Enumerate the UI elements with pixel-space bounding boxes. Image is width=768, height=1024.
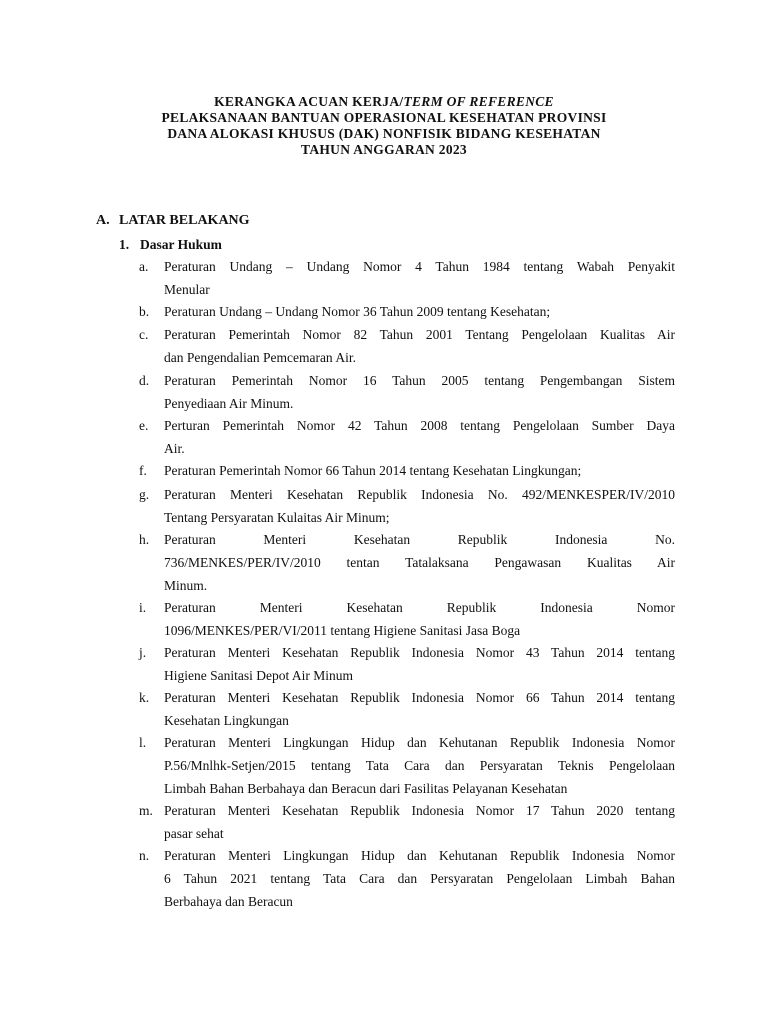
doc-title-italic: TERM OF REFERENCE bbox=[403, 94, 554, 109]
doc-title-line-3: DANA ALOKASI KHUSUS (DAK) NONFISIK BIDANG KESEHATAN bbox=[167, 126, 601, 141]
list-item-line: Peraturan Menteri Kesehatan Republik Indonesia Nomor 17 Tahun 2020 tentang bbox=[164, 803, 675, 818]
list-item-marker: c. bbox=[139, 327, 149, 342]
list-item-line: Berbahaya dan Beracun bbox=[164, 893, 293, 909]
subsection-1-title: Dasar Hukum bbox=[140, 237, 222, 252]
doc-title-line-2: PELAKSANAAN BANTUAN OPERASIONAL KESEHATAN PROVINSI bbox=[161, 110, 607, 125]
list-item-line: Peraturan Menteri Kesehatan Republik Indonesia No. bbox=[164, 532, 675, 547]
section-a-marker: A. bbox=[96, 213, 110, 228]
list-item bbox=[164, 370, 675, 416]
list-item-line: Peraturan Undang – Undang Nomor 4 Tahun 1984 tentang Wabah Penyakit bbox=[164, 259, 675, 274]
list-item-line: Higiene Sanitasi Depot Air Minum bbox=[164, 667, 353, 683]
list-item-line: Kesehatan Lingkungan bbox=[164, 712, 289, 728]
list-item-line: dan Pengendalian Pemcemaran Air. bbox=[164, 349, 356, 365]
list-item bbox=[164, 529, 675, 597]
list-item-line: Peraturan Menteri Kesehatan Republik Indonesia Nomor 66 Tahun 2014 tentang bbox=[164, 690, 675, 705]
subsection-1-marker: 1. bbox=[119, 237, 130, 252]
list-item-line: 1096/MENKES/PER/VI/2011 tentang Higiene Sanitasi Jasa Boga bbox=[164, 622, 521, 638]
doc-title-line-1 bbox=[0, 94, 768, 110]
doc-title-line-4: TAHUN ANGGARAN 2023 bbox=[301, 142, 467, 157]
list-item-line: Peraturan Menteri Kesehatan Republik Indonesia No. 492/MENKESPER/IV/2010 bbox=[164, 487, 675, 502]
list-item-line: pasar sehat bbox=[164, 825, 224, 841]
list-item-marker: l. bbox=[139, 735, 147, 750]
doc-title-main: KERANGKA ACUAN KERJA/ bbox=[214, 94, 404, 109]
list-item-marker: g. bbox=[139, 487, 150, 502]
list-item-line: 736/MENKES/PER/IV/2010 tentan Tatalaksana Pengawasan Kualitas Air bbox=[164, 554, 675, 570]
list-item-marker: n. bbox=[139, 848, 150, 863]
list-item-line: Limbah Bahan Berbahaya dan Beracun dari Fasilitas Pelayanan Kesehatan bbox=[164, 780, 568, 796]
list-item-marker: j. bbox=[139, 645, 147, 660]
list-item bbox=[164, 415, 675, 461]
list-item-marker: m. bbox=[139, 803, 153, 818]
list-item-marker: h. bbox=[139, 532, 150, 547]
list-item-marker: e. bbox=[139, 418, 149, 433]
list-item-marker: b. bbox=[139, 304, 150, 319]
list-item-line: Peraturan Pemerintah Nomor 82 Tahun 2001 Tentang Pengelolaan Kualitas Air bbox=[164, 327, 675, 342]
list-item-line: Peraturan Menteri Kesehatan Republik Indonesia Nomor bbox=[164, 600, 675, 615]
list-item-line: 6 Tahun 2021 tentang Tata Cara dan Persyaratan Pengelolaan Limbah Bahan bbox=[164, 870, 675, 886]
list-item-line: Peraturan Undang – Undang Nomor 36 Tahun 2009 tentang Kesehatan; bbox=[164, 304, 551, 319]
list-item bbox=[164, 256, 675, 302]
list-item bbox=[164, 484, 675, 530]
list-item bbox=[164, 460, 675, 483]
list-item bbox=[164, 732, 675, 800]
list-item-marker: f. bbox=[139, 463, 147, 478]
list-item-marker: k. bbox=[139, 690, 150, 705]
list-item-line: Peraturan Menteri Lingkungan Hidup dan Kehutanan Republik Indonesia Nomor bbox=[164, 848, 675, 863]
list-item bbox=[164, 324, 675, 370]
list-item-marker: i. bbox=[139, 600, 147, 615]
list-item-line: Peraturan Pemerintah Nomor 66 Tahun 2014 tentang Kesehatan Lingkungan; bbox=[164, 463, 582, 478]
list-item-line: Perturan Pemerintah Nomor 42 Tahun 2008 tentang Pengelolaan Sumber Daya bbox=[164, 418, 675, 433]
list-item bbox=[164, 845, 675, 913]
list-item bbox=[164, 597, 675, 643]
list-item-line: Penyediaan Air Minum. bbox=[164, 395, 294, 411]
list-item-marker: a. bbox=[139, 259, 149, 274]
list-item-line: P.56/Mnlhk-Setjen/2015 tentang Tata Cara dan Persyaratan Teknis Pengelolaan bbox=[164, 757, 675, 773]
list-item bbox=[164, 301, 675, 324]
list-item-line: Peraturan Menteri Kesehatan Republik Indonesia Nomor 43 Tahun 2014 tentang bbox=[164, 645, 675, 660]
section-a-title: LATAR BELAKANG bbox=[119, 213, 250, 228]
list-item-line: Peraturan Menteri Lingkungan Hidup dan Kehutanan Republik Indonesia Nomor bbox=[164, 735, 675, 750]
list-item-line: Tentang Persyaratan Kulaitas Air Minum; bbox=[164, 509, 390, 525]
list-item bbox=[164, 800, 675, 846]
list-item-line: Peraturan Pemerintah Nomor 16 Tahun 2005 tentang Pengembangan Sistem bbox=[164, 373, 675, 388]
list-item bbox=[164, 642, 675, 688]
list-item-line: Menular bbox=[164, 281, 210, 297]
list-item-marker: d. bbox=[139, 373, 150, 388]
list-item bbox=[164, 687, 675, 733]
list-item-line: Air. bbox=[164, 440, 185, 456]
list-item-line: Minum. bbox=[164, 577, 208, 593]
